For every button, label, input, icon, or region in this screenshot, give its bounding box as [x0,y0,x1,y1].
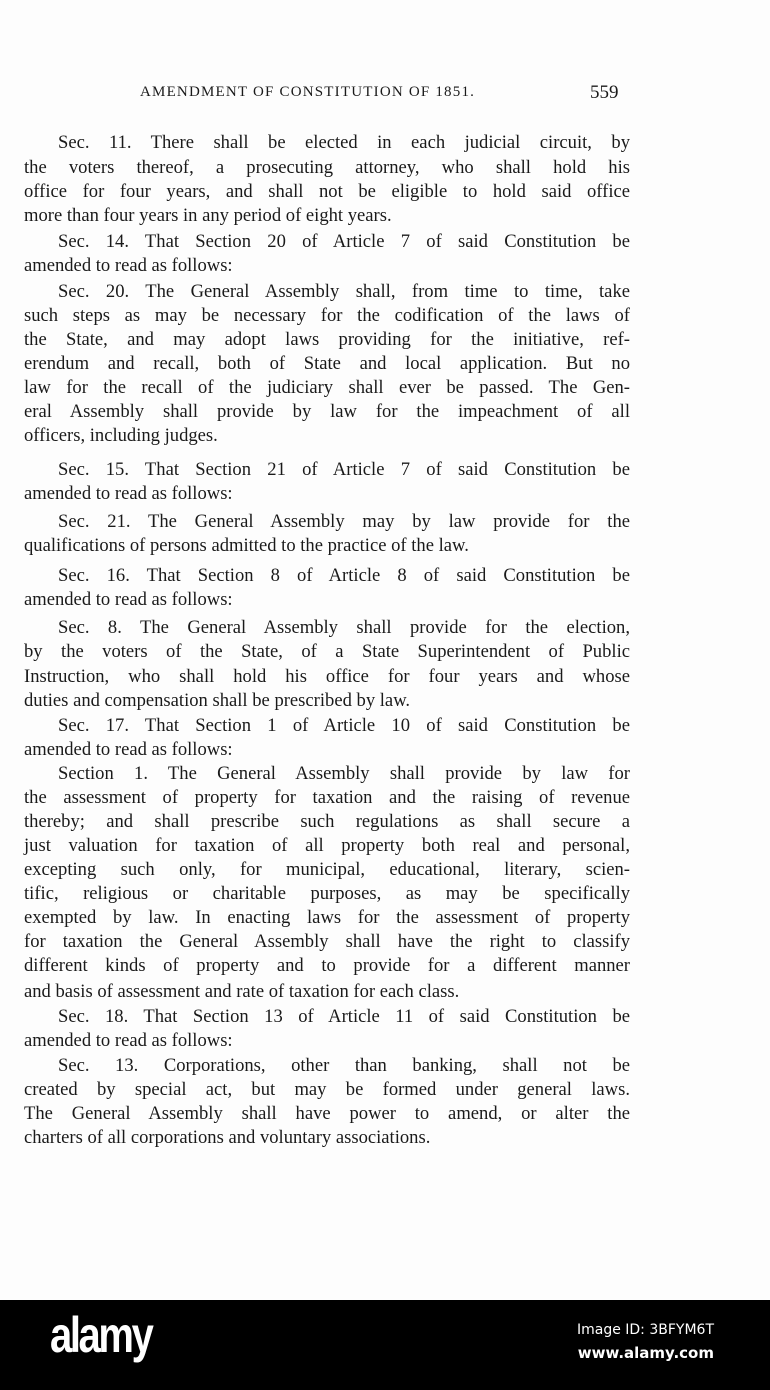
text-line: Sec. 20. The General Assembly shall, from time to time, take [58,281,630,302]
text-line: created by special act, but may be formed under general laws. [24,1079,630,1100]
text-line: exempted by law. In enacting laws for the assessment of property [24,907,630,928]
text-line: Sec. 15. That Section 21 of Article 7 of said Constitution be [58,459,630,480]
text-line: erendum and recall, both of State and local application. But no [24,353,630,374]
text-line: Sec. 13. Corporations, other than banking, shall not be [58,1055,630,1076]
text-line: by the voters of the State, of a State Superintendent of Public [24,641,630,662]
text-line: The General Assembly shall have power to amend, or alter the [24,1103,630,1124]
text-line: amended to read as follows: [24,739,233,760]
text-line: different kinds of property and to provide for a different manner [24,955,630,976]
text-line: excepting such only, for municipal, educational, literary, scien- [24,859,630,880]
text-line: Instruction, who shall hold his office for four years and whose [24,666,630,687]
text-line: Sec. 21. The General Assembly may by law provide for the [58,511,630,532]
site-url: www.alamy.com [577,1344,714,1362]
alamy-logo: alamy [50,1307,152,1363]
text-line: eral Assembly shall provide by law for the impeachment of all [24,401,630,422]
text-line: Sec. 17. That Section 1 of Article 10 of said Constitution be [58,715,630,736]
running-title: AMENDMENT OF CONSTITUTION OF 1851. [140,84,476,100]
text-line: for taxation the General Assembly shall have the right to classify [24,931,630,952]
text-line: Section 1. The General Assembly shall provide by law for [58,763,630,784]
text-line: the assessment of property for taxation and the raising of revenue [24,787,630,808]
text-line: qualifications of persons admitted to the practice of the law. [24,535,469,556]
text-line: amended to read as follows: [24,255,233,276]
text-line: Sec. 18. That Section 13 of Article 11 of said Constitution be [58,1006,630,1027]
text-line: charters of all corporations and voluntary associations. [24,1127,431,1148]
text-line: such steps as may be necessary for the codification of the laws of [24,305,630,326]
text-line: just valuation for taxation of all property both real and personal, [24,835,630,856]
text-line: tific, religious or charitable purposes, as may be specifically [24,883,630,904]
text-line: Sec. 14. That Section 20 of Article 7 of said Constitution be [58,231,630,252]
text-line: the voters thereof, a prosecuting attorney, who shall hold his [24,157,630,178]
text-line: law for the recall of the judiciary shall ever be passed. The Gen- [24,377,630,398]
text-line: amended to read as follows: [24,589,233,610]
text-line: Sec. 11. There shall be elected in each judicial circuit, by [58,132,630,153]
text-line: amended to read as follows: [24,483,233,504]
image-id: Image ID: 3BFYM6T [576,1322,714,1338]
text-line: officers, including judges. [24,425,218,446]
text-line: Sec. 8. The General Assembly shall provide for the election, [58,617,630,638]
page-number: 559 [590,82,619,103]
text-line: Sec. 16. That Section 8 of Article 8 of said Constitution be [58,565,630,586]
text-line: the State, and may adopt laws providing for the initiative, ref- [24,329,630,350]
text-line: duties and compensation shall be prescribed by law. [24,690,411,711]
text-line: more than four years in any period of eight years. [24,205,392,226]
watermark-bar [0,1300,770,1390]
text-line: amended to read as follows: [24,1030,233,1051]
text-line: office for four years, and shall not be eligible to hold said office [24,181,630,202]
text-line: and basis of assessment and rate of taxation for each class. [24,981,460,1002]
text-line: thereby; and shall prescribe such regulations as shall secure a [24,811,630,832]
